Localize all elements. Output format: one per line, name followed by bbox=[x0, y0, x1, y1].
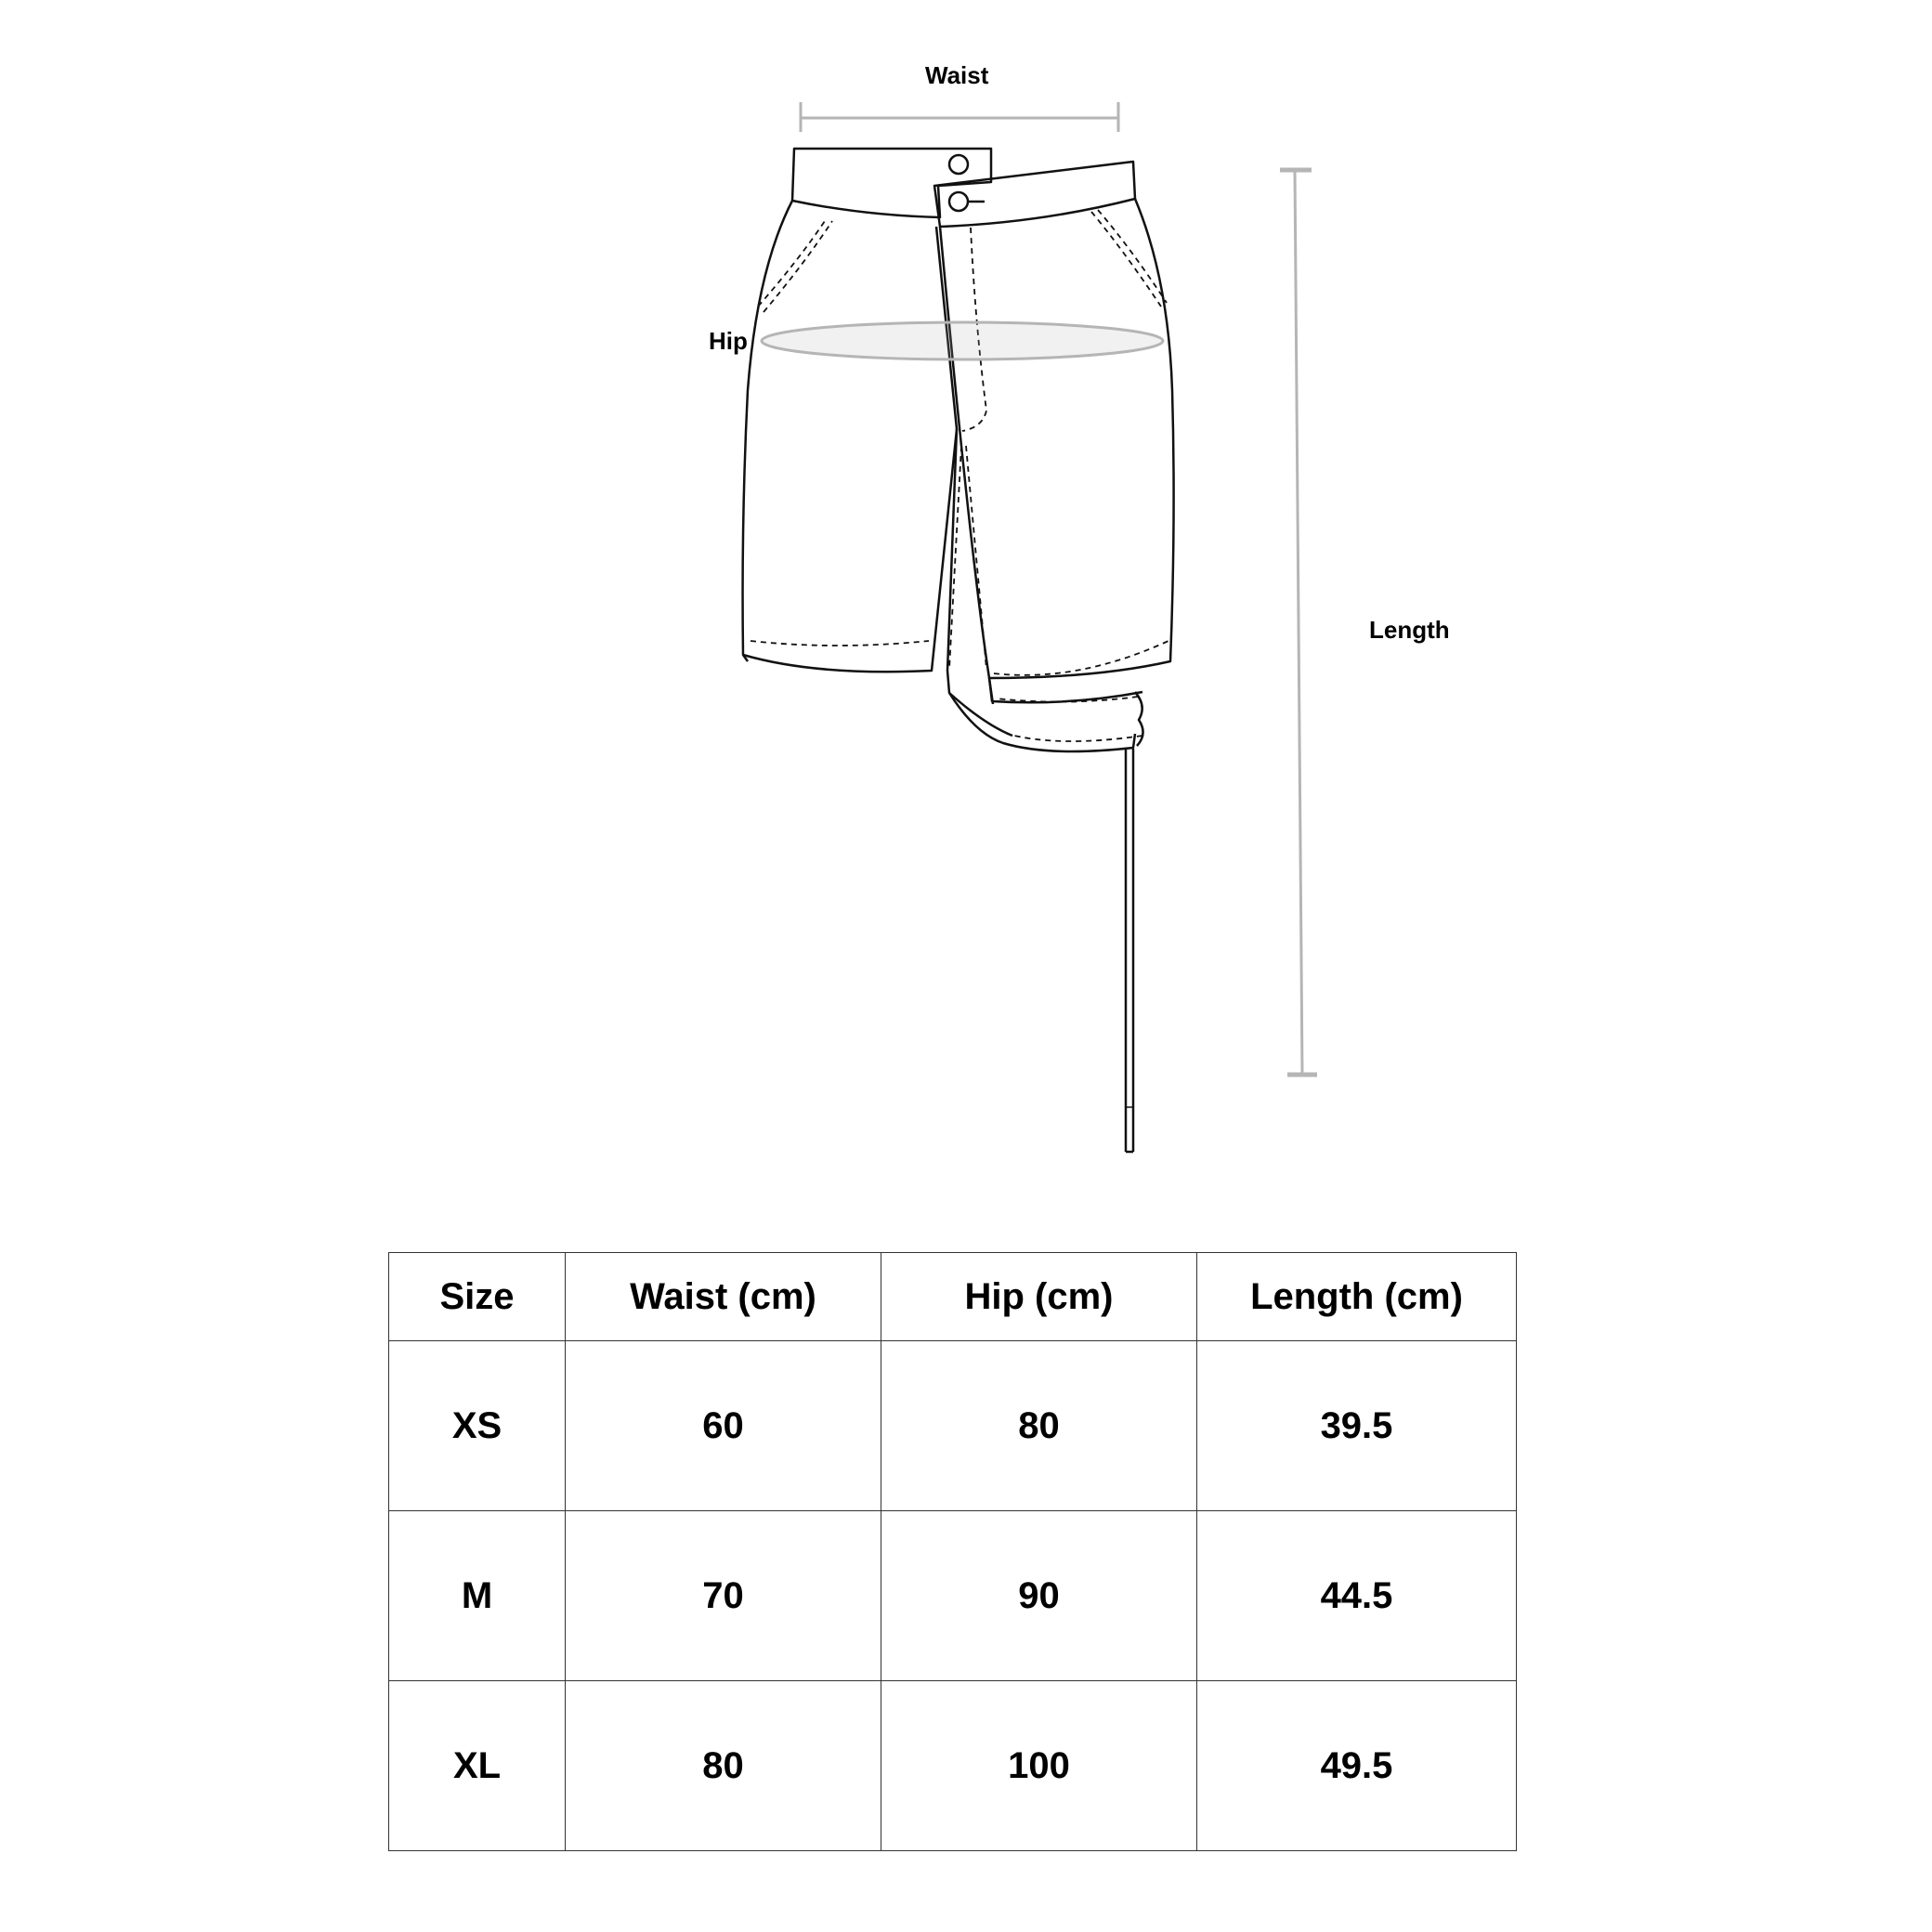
cell-size: XL bbox=[389, 1681, 566, 1851]
waist-label: Waist bbox=[925, 61, 989, 89]
length-label: Length bbox=[1369, 616, 1450, 644]
cell-waist: 70 bbox=[566, 1511, 881, 1681]
cell-hip: 100 bbox=[881, 1681, 1197, 1851]
table-row bbox=[389, 1341, 1517, 1511]
waist-measure-line bbox=[801, 102, 1118, 132]
table-row bbox=[389, 1511, 1517, 1681]
shorts-outline bbox=[743, 149, 1174, 1152]
header-waist: Waist (cm) bbox=[566, 1253, 881, 1341]
cell-hip: 90 bbox=[881, 1511, 1197, 1681]
stitch-lines bbox=[751, 210, 1168, 741]
hip-label: Hip bbox=[709, 327, 748, 355]
hip-measure-ellipse bbox=[762, 322, 1163, 359]
header-hip: Hip (cm) bbox=[881, 1253, 1197, 1341]
length-measure-line bbox=[1280, 170, 1317, 1075]
cell-hip: 80 bbox=[881, 1341, 1197, 1511]
cell-length: 44.5 bbox=[1197, 1511, 1517, 1681]
size-chart-table bbox=[388, 1252, 1517, 1851]
cell-length: 39.5 bbox=[1197, 1341, 1517, 1511]
cell-size: XS bbox=[389, 1341, 566, 1511]
header-length: Length (cm) bbox=[1197, 1253, 1517, 1341]
table-header-row bbox=[389, 1253, 1517, 1341]
header-size: Size bbox=[389, 1253, 566, 1341]
cell-length: 49.5 bbox=[1197, 1681, 1517, 1851]
cell-waist: 80 bbox=[566, 1681, 881, 1851]
cell-waist: 60 bbox=[566, 1341, 881, 1511]
table-row bbox=[389, 1681, 1517, 1851]
cell-size: M bbox=[389, 1511, 566, 1681]
